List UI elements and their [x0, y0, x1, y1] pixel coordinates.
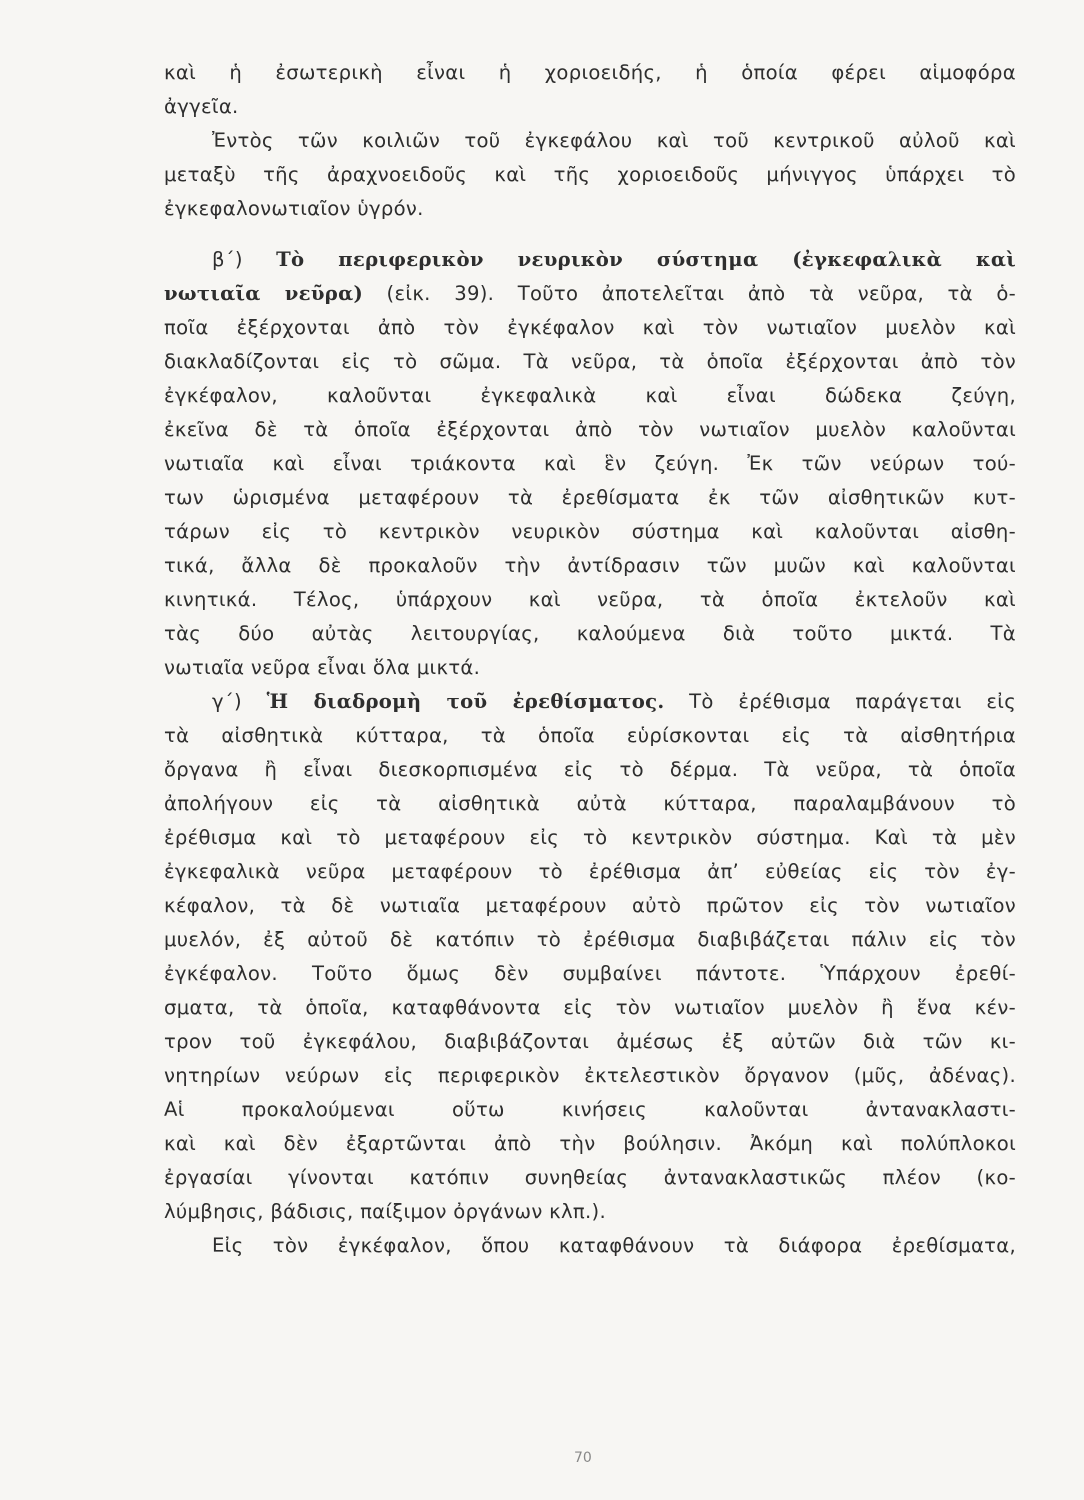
text-line: μεταξὺ τῆς ἀραχνοειδοῦς καὶ τῆς χοριοειδοῦς μήνιγγος ὑπάρχει τὸ [164, 163, 1016, 186]
bold-run: νωτιαῖα νεῦρα) [164, 282, 364, 305]
text-line: ἐγκέφαλον. Τοῦτο ὅμως δὲν συμβαίνει πάντοτε. Ὑπάρχουν ἐρεθί- [164, 962, 1016, 985]
text-line: νωτιαῖα νεῦρα) (εἰκ. 39). Τοῦτο ἀποτελεῖται ἀπὸ τὰ νεῦρα, τὰ ὁ- [164, 282, 1016, 305]
page-number: 70 [574, 1450, 592, 1466]
text-line: καὶ ἡ ἐσωτερικὴ εἶναι ἡ χοριοειδής, ἡ ὁποία φέρει αἱμοφόρα [164, 61, 1016, 84]
text-line: καὶ καὶ δὲν ἐξαρτῶνται ἀπὸ τὴν βούλησιν. Ἀκόμη καὶ πολύπλοκοι [164, 1132, 1016, 1155]
text-line: Αἱ προκαλούμεναι οὕτω κινήσεις καλοῦνται ἀντανακλαστι- [164, 1098, 1016, 1121]
text-line: λύμβησις, βάδισις, παίξιμον ὀργάνων κλπ.). [164, 1200, 606, 1223]
text-line: ἐγκεφαλικὰ νεῦρα μεταφέρουν τὸ ἐρέθισμα ἀπ’ εὐθείας εἰς τὸν ἐγ- [164, 860, 1016, 883]
section-heading-c: γ΄) Ἡ διαδρομὴ τοῦ ἐρεθίσματος. Τὸ ἐρέθισμα παράγεται εἰς [212, 690, 1016, 713]
text-line: ἐργασίαι γίνονται κατόπιν συνηθείας ἀντανακλαστικῶς πλέον (κο- [164, 1166, 1016, 1189]
text-line: ποῖα ἐξέρχονται ἀπὸ τὸν ἐγκέφαλον καὶ τὸν νωτιαῖον μυελὸν καὶ [164, 316, 1016, 339]
text-line: τὰ αἰσθητικὰ κύτταρα, τὰ ὁποῖα εὑρίσκονται εἰς τὰ αἰσθητήρια [164, 724, 1016, 747]
text-line: ἀπολήγουν εἰς τὰ αἰσθητικὰ αὐτὰ κύτταρα, παραλαμβάνουν τὸ [164, 792, 1016, 815]
text-line: Εἰς τὸν ἐγκέφαλον, ὅπου καταφθάνουν τὰ διάφορα ἐρεθίσματα, [212, 1234, 1016, 1257]
text-line: κινητικά. Τέλος, ὑπάρχουν καὶ νεῦρα, τὰ ὁποῖα ἐκτελοῦν καὶ [164, 588, 1016, 611]
section-heading-b: β΄) Τὸ περιφερικὸν νευρικὸν σύστημα (ἐγκεφαλικὰ καὶ [212, 248, 1017, 271]
bold-run: Τὸ περιφερικὸν νευρικὸν σύστημα (ἐγκεφαλικὰ καὶ [276, 248, 1017, 271]
text-line: νητηρίων νεύρων εἰς περιφερικὸν ἐκτελεστικὸν ὄργανον (μῦς, ἀδένας). [164, 1064, 1016, 1087]
text-line: ἐγκέφαλον, καλοῦνται ἐγκεφαλικὰ καὶ εἶναι δώδεκα ζεύγη, [164, 384, 1016, 407]
text-line: τικά, ἄλλα δὲ προκαλοῦν τὴν ἀντίδρασιν τῶν μυῶν καὶ καλοῦνται [164, 554, 1016, 577]
text-line: σματα, τὰ ὁποῖα, καταφθάνοντα εἰς τὸν νωτιαῖον μυελὸν ἢ ἕνα κέν- [164, 996, 1016, 1019]
text-line: νωτιαῖα καὶ εἶναι τριάκοντα καὶ ἓν ζεύγη. Ἐκ τῶν νεύρων τού- [164, 452, 1016, 475]
text-line: νωτιαῖα νεῦρα εἶναι ὅλα μικτά. [164, 656, 481, 679]
text-line: διακλαδίζονται εἰς τὸ σῶμα. Τὰ νεῦρα, τὰ ὁποῖα ἐξέρχονται ἀπὸ τὸν [164, 350, 1016, 373]
text-line: τρον τοῦ ἐγκεφάλου, διαβιβάζονται ἀμέσως ἐξ αὐτῶν διὰ τῶν κι- [164, 1030, 1016, 1053]
text-line: ἐγκεφαλονωτιαῖον ὑγρόν. [164, 197, 424, 220]
text-line: των ὡρισμένα μεταφέρουν τὰ ἐρεθίσματα ἐκ τῶν αἰσθητικῶν κυτ- [164, 486, 1016, 509]
text-line: τάρων εἰς τὸ κεντρικὸν νευρικὸν σύστημα καὶ καλοῦνται αἰσθη- [164, 520, 1016, 543]
text-line: κέφαλον, τὰ δὲ νωτιαῖα μεταφέρουν αὐτὸ πρῶτον εἰς τὸν νωτιαῖον [164, 894, 1016, 917]
text-line: ἐκεῖνα δὲ τὰ ὁποῖα ἐξέρχονται ἀπὸ τὸν νωτιαῖον μυελὸν καλοῦνται [164, 418, 1016, 441]
bold-run: Ἡ διαδρομὴ τοῦ ἐρεθίσματος. [266, 690, 665, 713]
text-line: ὄργανα ἢ εἶναι διεσκορπισμένα εἰς τὸ δέρμα. Τὰ νεῦρα, τὰ ὁποῖα [164, 758, 1016, 781]
page-body [164, 56, 1016, 1263]
text-line: Ἐντὸς τῶν κοιλιῶν τοῦ ἐγκεφάλου καὶ τοῦ κεντρικοῦ αὐλοῦ καὶ [212, 129, 1016, 152]
text-line: ἀγγεῖα. [164, 95, 239, 118]
text-line: ἐρέθισμα καὶ τὸ μεταφέρουν εἰς τὸ κεντρικὸν σύστημα. Καὶ τὰ μὲν [164, 826, 1016, 849]
text-line: τὰς δύο αὐτὰς λειτουργίας, καλούμενα διὰ τοῦτο μικτά. Τὰ [164, 622, 1016, 645]
text-line: μυελόν, ἐξ αὐτοῦ δὲ κατόπιν τὸ ἐρέθισμα διαβιβάζεται πάλιν εἰς τὸν [164, 928, 1016, 951]
